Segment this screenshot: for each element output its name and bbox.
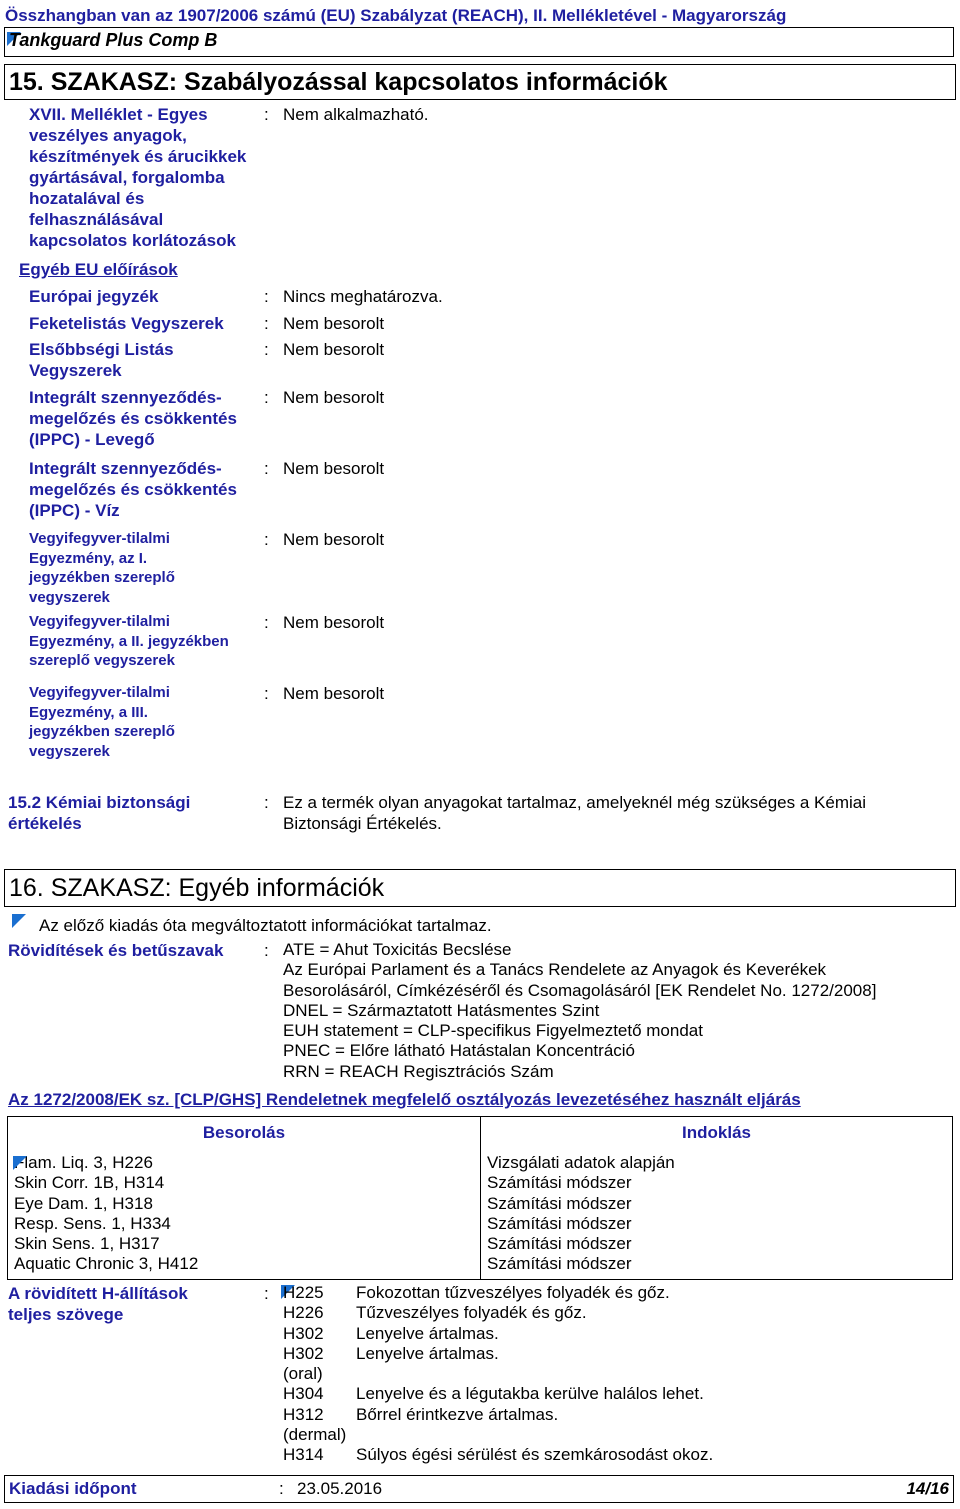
issue-date-label: Kiadási időpont: [9, 1479, 137, 1498]
change-flag-icon: [13, 1155, 27, 1175]
classification-item: Resp. Sens. 1, H334: [14, 1213, 171, 1233]
row-value: Nem besorolt: [283, 613, 385, 632]
h-code: H225: [283, 1283, 324, 1302]
annex17-label: XVII. Melléklet - Egyes veszélyes anyagok, készítmények és árucikkek gyártásával, forgalomba hozatalával és felhasználásával kapcsolatos korlátozások: [29, 105, 247, 250]
footer-box: [4, 1475, 954, 1503]
abbrev-line: EUH statement = CLP-specifikus Figyelmeztető mondat: [283, 1021, 703, 1041]
classification-item: Aquatic Chronic 3, H412: [14, 1254, 199, 1274]
colon: :: [264, 530, 269, 549]
colon: :: [264, 793, 269, 812]
h-code: H226: [283, 1303, 324, 1323]
classification-item: Skin Sens. 1, H317: [14, 1234, 160, 1254]
abbrev-line: Az Európai Parlament és a Tanács Rendelete az Anyagok és Keverékek: [283, 960, 827, 980]
h-text: Súlyos égési sérülést és szemkárosodást okoz.: [356, 1445, 714, 1465]
reason-item: Számítási módszer: [487, 1193, 632, 1213]
reason-item: Számítási módszer: [487, 1213, 632, 1233]
row-value: Nem besorolt: [283, 388, 385, 407]
abbrev-line: PNEC = Előre látható Hatástalan Koncentráció: [283, 1041, 636, 1061]
row-label: Integrált szennyeződés-megelőzés és csökkentés (IPPC) - Levegő: [29, 388, 237, 449]
row-label: Európai jegyzék: [29, 287, 159, 306]
h-text: Lenyelve ártalmas.: [356, 1323, 499, 1343]
h-code-qualifier: (oral): [283, 1364, 323, 1384]
h-text: Tűzveszélyes folyadék és gőz.: [356, 1303, 587, 1323]
regulation-header: Összhangban van az 1907/2006 számú (EU) Szabályzat (REACH), II. Mellékletével - Magyarország: [5, 6, 787, 25]
section-15-title: 15. SZAKASZ: Szabályozással kapcsolatos információk: [4, 64, 956, 100]
row-value: Nem besorolt: [283, 314, 385, 333]
csa-label: 15.2 Kémiai biztonsági értékelés: [8, 793, 191, 833]
colon: :: [264, 1284, 269, 1303]
h-code-qualifier: (dermal): [283, 1425, 347, 1445]
row-label: Vegyifegyver-tilalmi Egyezmény, a II. jegyzékben szereplő vegyszerek: [29, 613, 229, 669]
product-header-box: [4, 27, 954, 57]
row-value: Nem besorolt: [283, 459, 385, 478]
colon: :: [264, 314, 269, 333]
issue-date-value: 23.05.2016: [297, 1479, 383, 1498]
row-value: Nem besorolt: [283, 340, 385, 359]
colon: :: [279, 1479, 284, 1498]
reason-item: Számítási módszer: [487, 1173, 632, 1193]
h-code: H302: [283, 1323, 324, 1343]
colon: :: [264, 388, 269, 407]
abbrev-list: [283, 940, 876, 1082]
h-statements-list: [283, 1283, 943, 1466]
row-value: Nincs meghatározva.: [283, 287, 443, 306]
abbrev-label: Rövidítések és betűszavak: [8, 941, 224, 960]
h-code: H302: [283, 1343, 324, 1363]
colon: :: [264, 941, 269, 960]
row-label: Vegyifegyver-tilalmi Egyezmény, az I. jegyzékben szereplő vegyszerek: [29, 530, 175, 606]
product-name: Tankguard Plus Comp B: [9, 30, 218, 50]
reason-item: Számítási módszer: [487, 1234, 632, 1254]
h-text: Lenyelve ártalmas.: [356, 1343, 499, 1363]
classification-item: Eye Dam. 1, H318: [14, 1193, 153, 1213]
classification-table: [7, 1116, 953, 1280]
abbrev-line: RRN = REACH Regisztrációs Szám: [283, 1061, 554, 1081]
section-16-title: 16. SZAKASZ: Egyéb információk: [4, 869, 956, 907]
reason-item: Vizsgálati adatok alapján: [487, 1153, 675, 1172]
change-flag-icon: [12, 914, 26, 933]
h-text: Bőrrel érintkezve ártalmas.: [356, 1404, 559, 1424]
abbrev-line: Besorolásáról, Címkézéséről és Csomagolásáról [EK Rendelet No. 1272/2008]: [283, 980, 877, 1000]
row-value: Nem besorolt: [283, 530, 385, 549]
h-text: Lenyelve és a légutakba kerülve halálos lehet.: [356, 1384, 704, 1404]
colon: :: [264, 613, 269, 632]
row-value: Nem besorolt: [283, 684, 385, 703]
colon: :: [264, 459, 269, 478]
row-label: Feketelistás Vegyszerek: [29, 314, 224, 333]
row-label: Vegyifegyver-tilalmi Egyezmény, a III. jegyzékben szereplő vegyszerek: [29, 684, 175, 760]
h-statements-label: A rövidített H-állítások teljes szövege: [8, 1284, 188, 1324]
annex17-value: Nem alkalmazható.: [283, 105, 429, 124]
reason-cell: [481, 1149, 953, 1279]
other-eu-heading: Egyéb EU előírások: [19, 260, 178, 279]
col-header-classification: Besorolás: [8, 1117, 481, 1150]
colon: :: [264, 287, 269, 306]
colon: :: [264, 340, 269, 359]
csa-value: Ez a termék olyan anyagokat tartalmaz, amelyeknél még szükséges a Kémiai Biztonsági Értékelés.: [283, 793, 866, 833]
h-code: H304: [283, 1384, 324, 1404]
classification-cell: [8, 1149, 481, 1279]
col-header-reason: Indoklás: [481, 1117, 953, 1150]
h-text: Fokozottan tűzveszélyes folyadék és gőz.: [356, 1283, 670, 1302]
classification-item: Flam. Liq. 3, H226: [14, 1153, 153, 1172]
abbrev-line: DNEL = Származtatott Hatásmentes Szint: [283, 1000, 600, 1020]
clp-heading: Az 1272/2008/EK sz. [CLP/GHS] Rendeletnek megfelelő osztályozás levezetéséhez használt eljárás: [8, 1090, 801, 1109]
colon: :: [264, 105, 269, 124]
classification-item: Skin Corr. 1B, H314: [14, 1173, 165, 1193]
row-label: Integrált szennyeződés-megelőzés és csökkentés (IPPC) - Víz: [29, 459, 237, 520]
page-number: 14/16: [906, 1479, 949, 1498]
changed-note: Az előző kiadás óta megváltoztatott információkat tartalmaz.: [39, 916, 492, 935]
h-code: H312: [283, 1404, 324, 1424]
reason-item: Számítási módszer: [487, 1254, 632, 1274]
abbrev-line: ATE = Ahut Toxicitás Becslése: [283, 940, 512, 959]
h-code: H314: [283, 1445, 324, 1465]
row-label: Elsőbbségi Listás Vegyszerek: [29, 340, 174, 380]
colon: :: [264, 684, 269, 703]
